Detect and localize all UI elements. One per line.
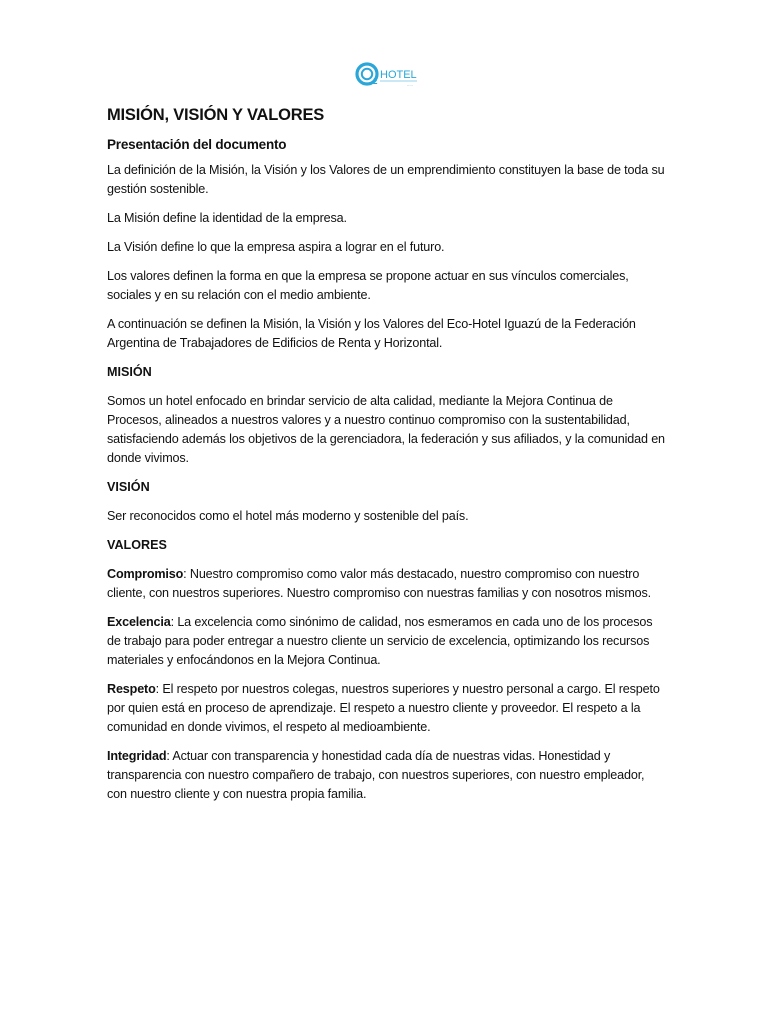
valor-term: Excelencia xyxy=(107,615,171,629)
intro-paragraph: La Misión define la identidad de la empresa. xyxy=(107,211,347,225)
intro-paragraph: La definición de la Misión, la Visión y los Valores de un emprendimiento constituyen la base de toda su gestión sostenible. xyxy=(107,163,665,196)
intro-paragraph: A continuación se definen la Misión, la Visión y los Valores del Eco-Hotel Iguazú de la Federación Argentina de Trabajadores de Edificios de Renta y Horizontal. xyxy=(107,317,636,350)
document-title: MISIÓN, VISIÓN Y VALORES xyxy=(107,106,325,124)
svg-text:·····: ····· xyxy=(407,84,413,88)
hotel-logo xyxy=(355,58,421,92)
valor-term: Respeto xyxy=(107,682,156,696)
svg-text:2: 2 xyxy=(373,77,378,86)
valor-text: : La excelencia como sinónimo de calidad, nos esmeramos en cada uno de los procesos de trabajo para poder entregar a nuestro cliente un servicio de excelencia, optimizando los recursos materiales y enfocándonos en la Mejora Continua. xyxy=(107,615,653,667)
intro-paragraph: Los valores definen la forma en que la empresa se propone actuar en sus vínculos comerciales, sociales y en su relación con el medio ambiente. xyxy=(107,269,629,302)
valor-excelencia xyxy=(107,613,667,670)
valor-term: Integridad xyxy=(107,749,167,763)
valores-heading: VALORES xyxy=(107,538,167,552)
vision-heading: VISIÓN xyxy=(107,480,150,494)
valor-integridad xyxy=(107,747,667,804)
valor-term: Compromiso xyxy=(107,567,184,581)
valor-text: : Actuar con transparencia y honestidad cada día de nuestras vidas. Honestidad y transparencia con nuestro compañero de trabajo, con nuestros superiores, con nuestro empleador, con nuestro cliente y con nuestra propia familia. xyxy=(107,749,645,801)
intro-paragraph: La Visión define lo que la empresa aspira a lograr en el futuro. xyxy=(107,240,445,254)
mision-text: Somos un hotel enfocado en brindar servicio de alta calidad, mediante la Mejora Continua de Procesos, alineados a nuestros valores y a nuestro continuo compromiso con la sustentabilidad, satisfaciendo además los objetivos de la gerenciadora, la federación y sus afiliados, y la comunidad en donde vivimos. xyxy=(107,394,665,465)
logo-text: HOTEL xyxy=(380,69,417,81)
document-content xyxy=(107,106,667,814)
valor-text: : El respeto por nuestros colegas, nuestros superiores y nuestro personal a cargo. El respeto por quien está en proceso de aprendizaje. El respeto a nuestro cliente y proveedor. El respeto a la comunidad en donde vivimos, el respeto al medioambiente. xyxy=(107,682,660,734)
valor-compromiso xyxy=(107,565,667,603)
vision-text: Ser reconocidos como el hotel más moderno y sostenible del país. xyxy=(107,509,469,523)
document-subtitle: Presentación del documento xyxy=(107,137,287,152)
valor-text: : Nuestro compromiso como valor más destacado, nuestro compromiso con nuestro cliente, con nuestros superiores. Nuestro compromiso con nuestras familias y con nosotros mismos. xyxy=(107,567,652,600)
mision-heading: MISIÓN xyxy=(107,365,152,379)
valor-respeto xyxy=(107,680,667,737)
